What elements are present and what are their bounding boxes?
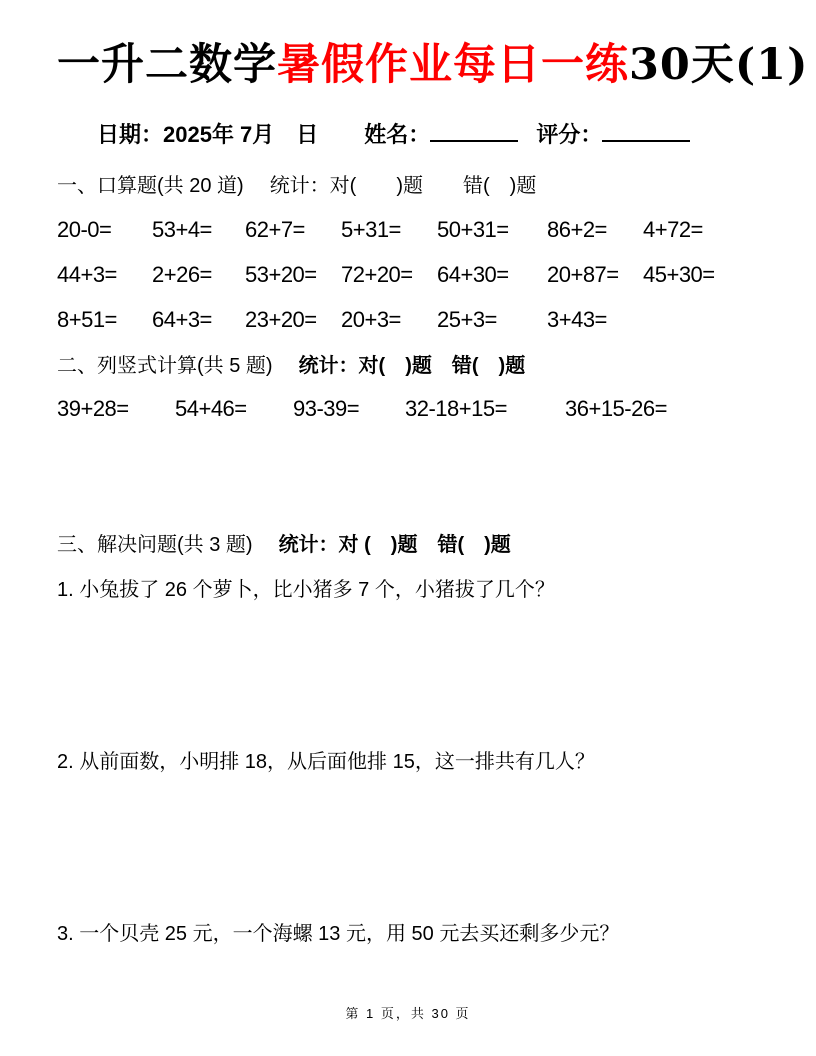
score-blank-line: [602, 118, 690, 142]
math-problem: 53+4=: [152, 217, 212, 242]
math-problem: 86+2=: [547, 217, 607, 242]
math-problem: 93-39=: [293, 396, 360, 421]
oral-problems-row-2: [57, 262, 759, 288]
section-3-stats: 统计：对 ( )题 错( )题: [278, 534, 511, 556]
math-problem: 64+30=: [437, 262, 509, 287]
math-problem: 53+20=: [245, 262, 317, 287]
math-problem: 20-0=: [57, 217, 112, 242]
math-problem: 72+20=: [341, 262, 413, 287]
math-problem: 54+46=: [175, 396, 247, 421]
meta-line: [57, 118, 759, 149]
section-3-heading: [57, 528, 759, 557]
math-problem: 2+26=: [152, 262, 212, 287]
page-footer: 第 1 页，共 30 页: [345, 1006, 471, 1021]
word-problem-1: 1. 小兔拔了 26 个萝卜，比小猪多 7 个，小猪拔了几个？: [57, 579, 555, 601]
title-black-segment-2: 30天(1): [629, 40, 809, 90]
math-problem: 5+31=: [341, 217, 401, 242]
title-red-segment: 暑假作业每日一练: [277, 40, 629, 90]
word-problem-2: 2. 从前面数，小明排 18，从后面他排 15，这一排共有几人？: [57, 751, 595, 773]
math-problem: 62+7=: [245, 217, 305, 242]
date-field: 日期：2025年 7月 日: [97, 122, 319, 147]
math-problem: 20+3=: [341, 307, 401, 332]
math-problem: 4+72=: [643, 217, 703, 242]
score-label: 评分：: [536, 122, 603, 147]
word-problem-3: 3. 一个贝壳 25 元，一个海螺 13 元，用 50 元去买还剩多少元？: [57, 923, 620, 945]
math-problem: 32-18+15=: [405, 396, 507, 421]
math-problem: 20+87=: [547, 262, 619, 287]
oral-problems-row-1: [57, 217, 759, 243]
page-title: [57, 38, 809, 92]
math-problem: 23+20=: [245, 307, 317, 332]
section-2-stats: 统计：对( )题 错( )题: [298, 355, 526, 377]
math-problem: 45+30=: [643, 262, 715, 287]
title-black-segment-1: 一升二数学: [57, 40, 277, 90]
section-3-title: 三、解决问题(共 3 题): [57, 534, 253, 556]
math-problem: 36+15-26=: [565, 396, 667, 421]
math-problem: 64+3=: [152, 307, 212, 332]
math-problem: 25+3=: [437, 307, 497, 332]
math-problem: 50+31=: [437, 217, 509, 242]
math-problem: 44+3=: [57, 262, 117, 287]
name-label: 姓名：: [364, 122, 431, 147]
math-problem: 39+28=: [57, 396, 129, 421]
oral-problems-row-3: [57, 307, 759, 333]
math-problem: 8+51=: [57, 307, 117, 332]
name-blank-line: [430, 118, 518, 142]
vertical-calculation-row: [57, 396, 759, 422]
section-2-heading: [57, 349, 759, 378]
section-2-title: 二、列竖式计算(共 5 题): [57, 355, 273, 377]
section-1-title: 一、口算题(共 20 道): [57, 175, 244, 197]
section-1-stats: 统计：对( )题 错( )题: [269, 175, 537, 197]
math-problem: 3+43=: [547, 307, 607, 332]
section-1-heading: [57, 169, 759, 198]
